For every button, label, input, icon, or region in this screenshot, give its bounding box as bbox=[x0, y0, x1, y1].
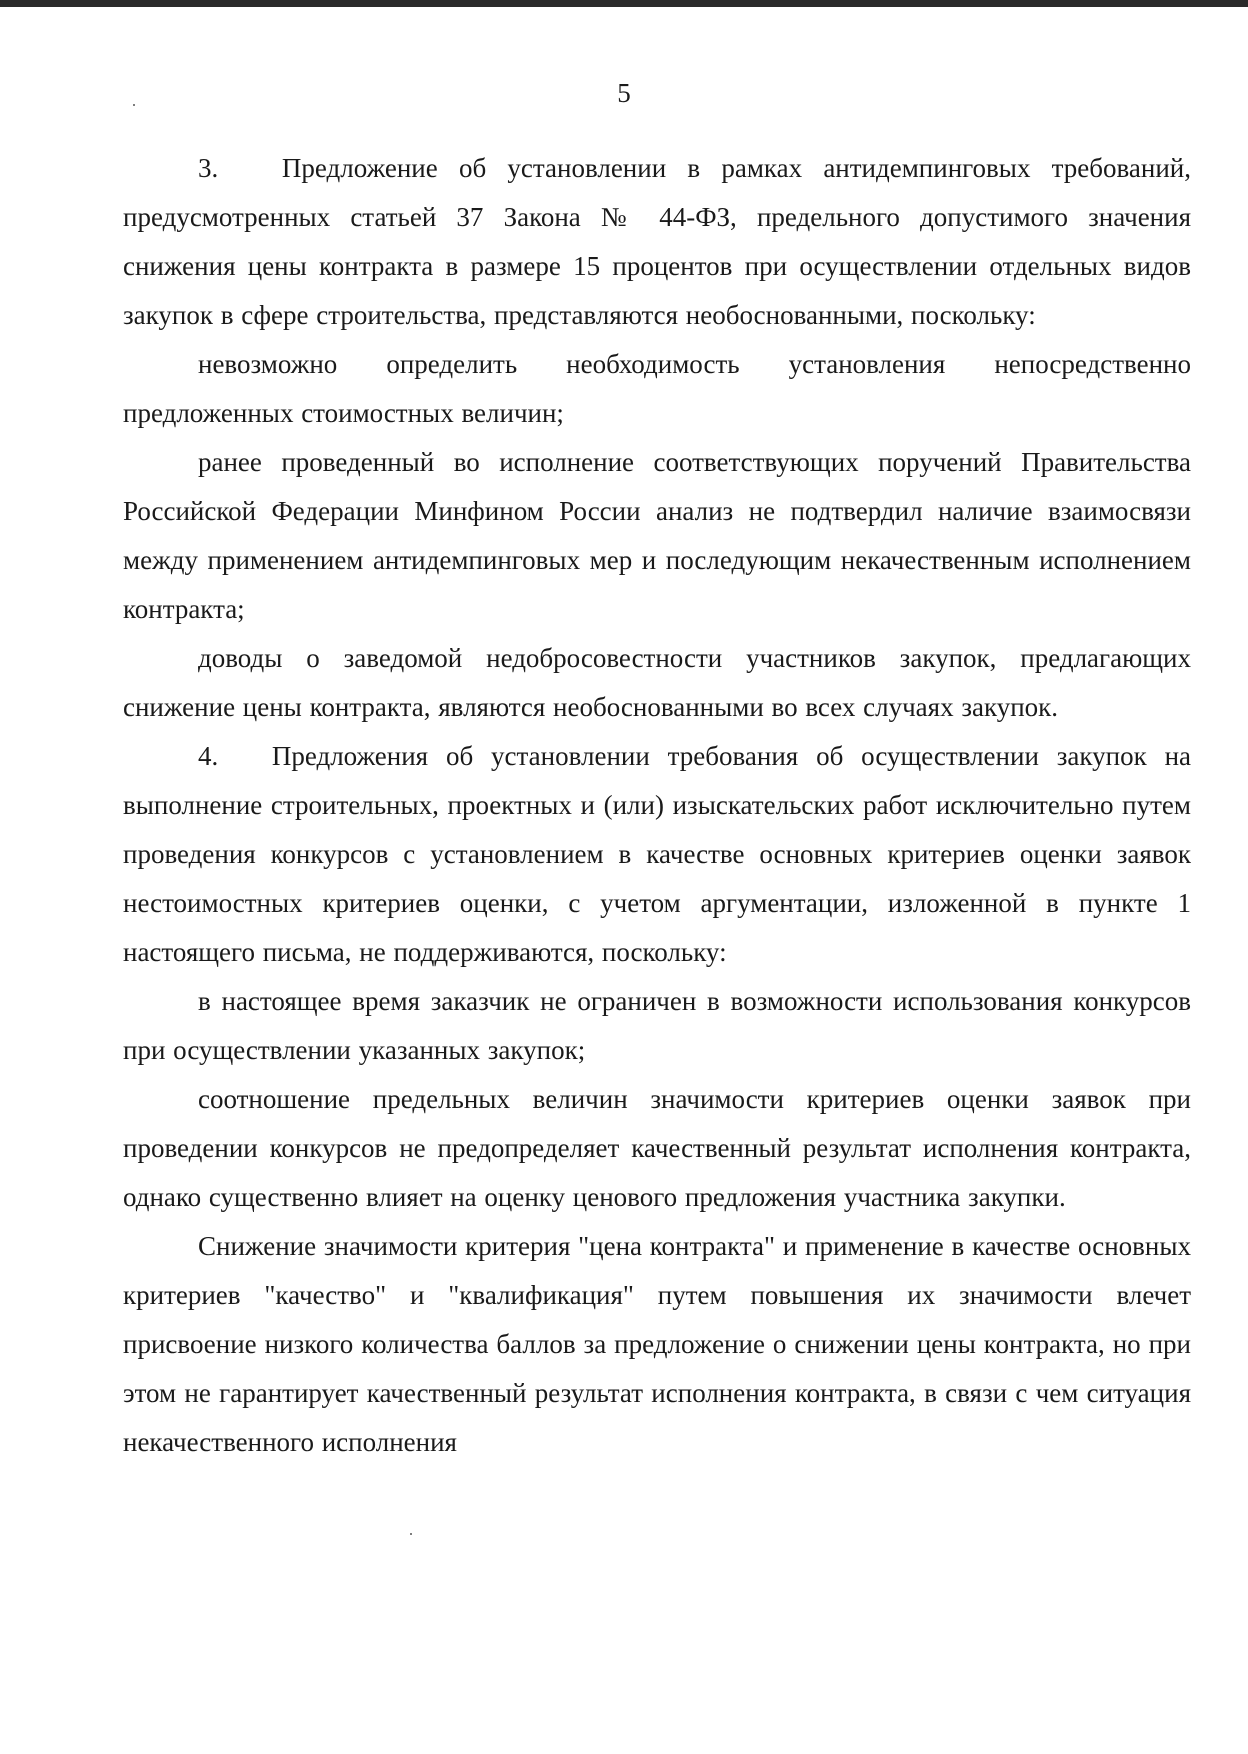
paragraph-bullet-3: доводы о заведомой недобросовестности участников закупок, предлагающих снижение цены контракта, являются необоснованными во всех случаях закупок. bbox=[123, 643, 1191, 722]
paragraph-4: 4. Предложения об установлении требования об осуществлении закупок на выполнение строительных, проектных и (или) изыскательских работ исключительно путем проведения конкурсов с установлением в качестве основных критериев оценки заявок нестоимостных критериев оценки, с учетом аргументации, изложенной в пункте 1 настоящего письма, не поддерживаются, поскольку: bbox=[123, 741, 1191, 967]
paragraph-bullet-1: невозможно определить необходимость установления непосредственно предложенных стоимостных величин; bbox=[123, 349, 1191, 428]
page-number: 5 bbox=[617, 78, 631, 108]
paragraph-price-criteria: Снижение значимости критерия "цена контракта" и применение в качестве основных критериев "качество" и "квалификация" путем повышения их значимости влечет присвоение низкого количества баллов за предложение о снижении цены контракта, но при этом не гарантирует качественный результат исполнения контракта, в связи с чем ситуация некачественного исполнения bbox=[123, 1231, 1191, 1457]
scan-speck bbox=[133, 104, 135, 106]
paragraph-bullet-5: соотношение предельных величин значимости критериев оценки заявок при проведении конкурсов не предопределяет качественный результат исполнения контракта, однако существенно влияет на оценку ценового предложения участника закупки. bbox=[123, 1084, 1191, 1212]
document-body bbox=[123, 144, 1191, 1467]
paragraph-3: 3. Предложение об установлении в рамках антидемпинговых требований, предусмотренных статьей 37 Закона № 44-ФЗ, предельного допустимого значения снижения цены контракта в размере 15 процентов при осуществлении отдельных видов закупок в сфере строительства, представляются необоснованными, поскольку: bbox=[123, 153, 1191, 330]
scan-top-border bbox=[0, 0, 1248, 7]
paragraph-bullet-2: ранее проведенный во исполнение соответствующих поручений Правительства Российской Федерации Минфином России анализ не подтвердил наличие взаимосвязи между применением антидемпинговых мер и последующим некачественным исполнением контракта; bbox=[123, 447, 1191, 624]
paragraph-bullet-4: в настоящее время заказчик не ограничен в возможности использования конкурсов при осуществлении указанных закупок; bbox=[123, 986, 1191, 1065]
scan-speck bbox=[410, 1533, 412, 1535]
